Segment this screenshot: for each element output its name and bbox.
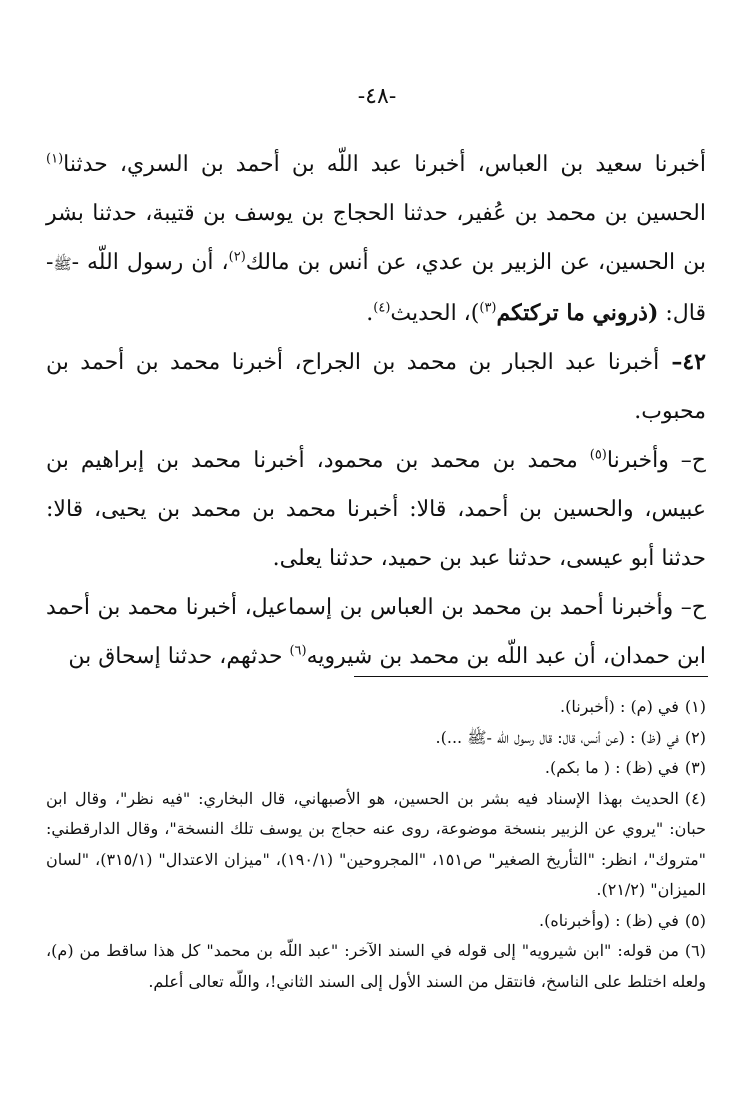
paragraph-4-text: ح– وأخبرنا أحمد بن محمد بن العباس بن إسماعيل، أخبرنا محمد بن أحمد ابن حمدان، أن عبد اللّه بن محمد بن شيرويه (46, 595, 706, 669)
footnotes (46, 692, 706, 997)
footnote-number: (٣) (684, 758, 706, 777)
paragraph-1-text: أخبرنا سعيد بن العباس، أخبرنا عبد اللّه بن أحمد بن السري، حدثنا (63, 152, 706, 177)
footnote-number: (٢) (684, 727, 706, 747)
paragraph-3 (46, 436, 706, 583)
main-text (46, 140, 706, 681)
footnote-ref-1: (١) (46, 151, 64, 167)
footnote-4 (46, 784, 706, 906)
footnote-text: في (ظ) : (وأخبرناه). (538, 910, 679, 930)
footnote-5 (46, 906, 706, 937)
footnote-text: من قوله: "ابن شيرويه" إلى قوله في السند الآخر: "عبد اللّه بن محمد" كل هذا ساقط من (م)، ولعله اختلط على الناسخ، فانتقل من السند الأول إلى السند الثاني!، واللّه تعالى أعلم. (46, 941, 706, 991)
paragraph-1-cont: الحسين بن محمد بن عُفير، حدثنا الحجاج بن يوسف بن قتيبة، حدثنا بشر بن الحسين، عن الزبير بن عدي، عن أنس بن مالك (46, 201, 707, 275)
footnote-1 (46, 692, 706, 723)
footnote-text: في (ظ) : (عن أنس، قال: قال رسول اللّه -ﷺ ...). (435, 727, 679, 747)
paragraph-2 (46, 338, 706, 436)
footnote-text: في (م) : (أخبرنا). (559, 697, 679, 716)
paragraph-1-before-quote: - قال: (46, 250, 706, 326)
paragraph-1-after-quote: )، الحديث (390, 301, 480, 326)
footnote-ref-2: (٢) (228, 249, 246, 265)
paragraph-1-after-fn2: ، أن رسول اللّه - (71, 250, 229, 275)
paragraph-3-text: محمد بن محمد بن محمود، أخبرنا محمد بن إبراهيم بن عبيس، والحسين بن أحمد، قالا: أخبرنا محمد بن محمد بن يحيى، قالا: حدثنا أبو عيسى، حدثنا عبد بن حميد، حدثنا يعلى. (46, 448, 706, 571)
footnote-number: (٦) (684, 941, 706, 960)
footnote-2 (46, 723, 706, 754)
paragraph-1 (46, 140, 706, 338)
hadith-number: ٤٢ (682, 349, 706, 375)
hadith-number-dash: – (659, 349, 683, 375)
footnote-number: (٤) (684, 788, 706, 808)
footnote-ref-6: (٦) (289, 643, 307, 659)
paragraph-1-end: . (366, 301, 374, 326)
footnote-separator (354, 676, 708, 677)
footnote-ref-3: (٣) (479, 300, 497, 316)
paragraph-4 (46, 583, 706, 681)
paragraph-3-start: ح– وأخبرنا (606, 448, 706, 473)
footnote-6 (46, 936, 706, 997)
footnote-text: الحديث بهذا الإسناد فيه بشر بن الحسين، هو الأصبهاني، قال البخاري: "فيه نظر"، وقال ابن حبان: "يروي عن الزبير بنسخة موضوعة، روى عنه حجاج بن يوسف تلك النسخة"، وقال الدارقطني: "متروك"، انظر: "التأريخ الصغير" ص١٥١، "المجروحين" (١٩٠/١)، "ميزان الاعتدال" (٣١٥/١)، "لسان الميزان" (٢١/٢). (46, 788, 707, 899)
footnote-ref-4: (٤) (373, 300, 391, 316)
footnote-ref-5: (٥) (589, 447, 607, 463)
footnote-number: (١) (684, 697, 706, 716)
sallallah-glyph: ﷺ (53, 255, 72, 273)
footnote-number: (٥) (684, 910, 706, 930)
hadith-quote: (ذروني ما تركتكم (496, 300, 659, 326)
paragraph-2-text: أخبرنا عبد الجبار بن محمد بن الجراح، أخبرنا محمد بن أحمد بن محبوب. (46, 350, 706, 424)
paragraph-4-end: حدثهم، حدثنا إسحاق بن (68, 644, 290, 669)
page-number: -٤٨- (357, 84, 397, 109)
footnote-3 (46, 753, 706, 784)
footnote-text: في (ظ) : ( ما بكم). (544, 758, 679, 777)
